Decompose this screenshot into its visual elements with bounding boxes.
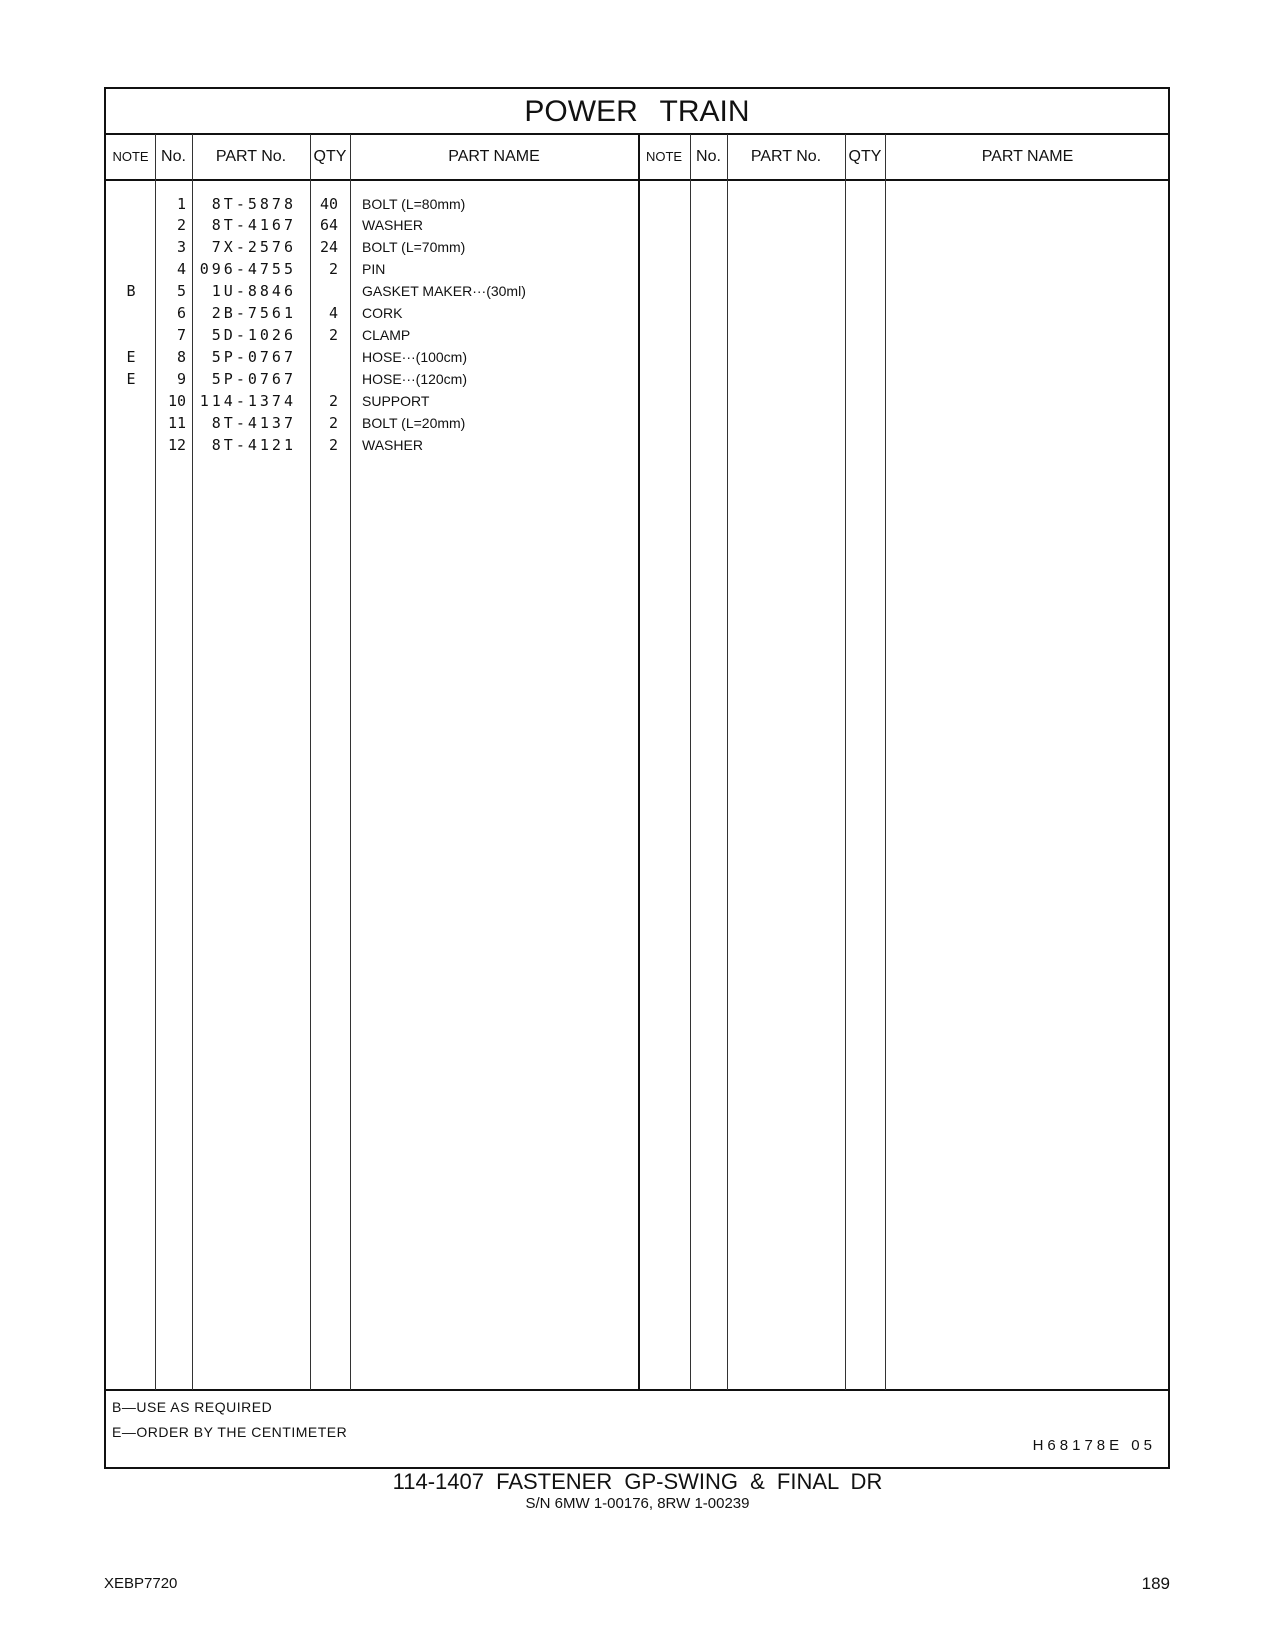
row-part-name: SUPPORT	[362, 393, 430, 409]
notes-divider	[106, 1389, 1168, 1391]
caption-title: 114-1407 FASTENER GP-SWING & FINAL DR	[392, 1469, 883, 1494]
table-row	[106, 193, 646, 215]
row-note: B	[126, 282, 136, 300]
row-qty	[306, 280, 338, 302]
row-part-no: 1U-8846	[211, 282, 296, 300]
header-part-no: PART No.	[750, 148, 822, 165]
note-legend-b: B—USE AS REQUIRED	[112, 1399, 273, 1415]
row-no: 6	[176, 304, 186, 322]
row-note	[106, 236, 156, 258]
row-no: 9	[176, 370, 186, 388]
row-part-no: 8T-5878	[211, 195, 296, 213]
page-number: 189	[1141, 1574, 1170, 1593]
row-no: 12	[167, 436, 186, 454]
row-note: E	[126, 370, 136, 388]
row-part-no: 5D-1026	[211, 326, 296, 344]
table-row	[106, 412, 646, 434]
header-note: NOTE	[645, 149, 683, 164]
row-no: 5	[176, 282, 186, 300]
page-title: POWER TRAIN	[524, 95, 750, 128]
note-legend-e: E—ORDER BY THE CENTIMETER	[112, 1424, 348, 1440]
row-note	[106, 214, 156, 236]
row-no: 8	[176, 348, 186, 366]
row-part-no: 8T-4121	[211, 436, 296, 454]
row-no: 11	[167, 414, 186, 432]
row-part-no: 5P-0767	[211, 348, 296, 366]
row-part-name: BOLT (L=70mm)	[362, 239, 466, 255]
document-id: XEBP7720	[104, 1575, 178, 1592]
header-part-name: PART NAME	[981, 148, 1074, 165]
header-qty: QTY	[848, 148, 882, 165]
row-note	[106, 193, 156, 215]
caption-serial-numbers: S/N 6MW 1-00176, 8RW 1-00239	[525, 1495, 750, 1512]
col-divider	[845, 134, 846, 1390]
table-row	[106, 346, 646, 368]
row-qty: 24	[319, 238, 338, 256]
table-row	[106, 434, 646, 456]
row-qty: 4	[328, 304, 338, 322]
row-part-no: 8T-4167	[211, 216, 296, 234]
row-no: 3	[176, 238, 186, 256]
row-part-name: BOLT (L=80mm)	[362, 196, 466, 212]
row-qty: 64	[319, 216, 338, 234]
row-no: 2	[176, 216, 186, 234]
row-part-no: 114-1374	[199, 392, 296, 410]
row-no: 10	[167, 392, 186, 410]
table-row	[106, 390, 646, 412]
row-qty: 2	[328, 326, 338, 344]
drawing-code: H68178E 05	[1032, 1437, 1156, 1454]
row-qty: 2	[328, 436, 338, 454]
row-note	[106, 302, 156, 324]
row-part-no: 5P-0767	[211, 370, 296, 388]
header-note: NOTE	[112, 149, 149, 164]
row-no: 7	[176, 326, 186, 344]
row-qty: 2	[328, 392, 338, 410]
row-no: 1	[176, 195, 186, 213]
row-note	[106, 390, 156, 412]
table-row	[106, 258, 646, 280]
row-note	[106, 412, 156, 434]
row-part-name: CLAMP	[362, 327, 411, 343]
header-part-name: PART NAME	[448, 148, 540, 165]
row-qty: 2	[328, 260, 338, 278]
table-row	[106, 214, 646, 236]
row-part-name: PIN	[362, 261, 386, 277]
row-part-name: WASHER	[362, 217, 423, 233]
row-part-name: GASKET MAKER···(30ml)	[362, 283, 526, 299]
col-divider	[885, 134, 886, 1390]
row-part-no: 7X-2576	[211, 238, 296, 256]
row-qty	[306, 346, 338, 368]
header-qty: QTY	[313, 148, 347, 165]
table-row	[106, 280, 646, 302]
row-part-name: HOSE···(120cm)	[362, 371, 468, 387]
row-qty	[306, 368, 338, 390]
row-note	[106, 258, 156, 280]
row-part-name: HOSE···(100cm)	[362, 349, 468, 365]
header-no: No.	[696, 148, 721, 165]
row-no: 4	[176, 260, 186, 278]
table-row	[106, 236, 646, 258]
row-part-no: 096-4755	[199, 260, 296, 278]
header-part-no: PART No.	[215, 148, 287, 165]
row-part-name: CORK	[362, 305, 403, 321]
row-qty: 40	[319, 195, 338, 213]
row-part-no: 2B-7561	[211, 304, 296, 322]
row-part-name: WASHER	[362, 437, 423, 453]
row-note: E	[126, 348, 136, 366]
col-divider	[690, 134, 691, 1390]
row-note	[106, 324, 156, 346]
table-row	[106, 368, 646, 390]
row-part-name: BOLT (L=20mm)	[362, 415, 466, 431]
parts-table-frame	[104, 87, 1170, 1469]
table-row	[106, 324, 646, 346]
row-qty: 2	[328, 414, 338, 432]
row-part-no: 8T-4137	[211, 414, 296, 432]
row-note	[106, 434, 156, 456]
table-row	[106, 302, 646, 324]
col-divider	[727, 134, 728, 1390]
header-no: No.	[161, 148, 186, 165]
